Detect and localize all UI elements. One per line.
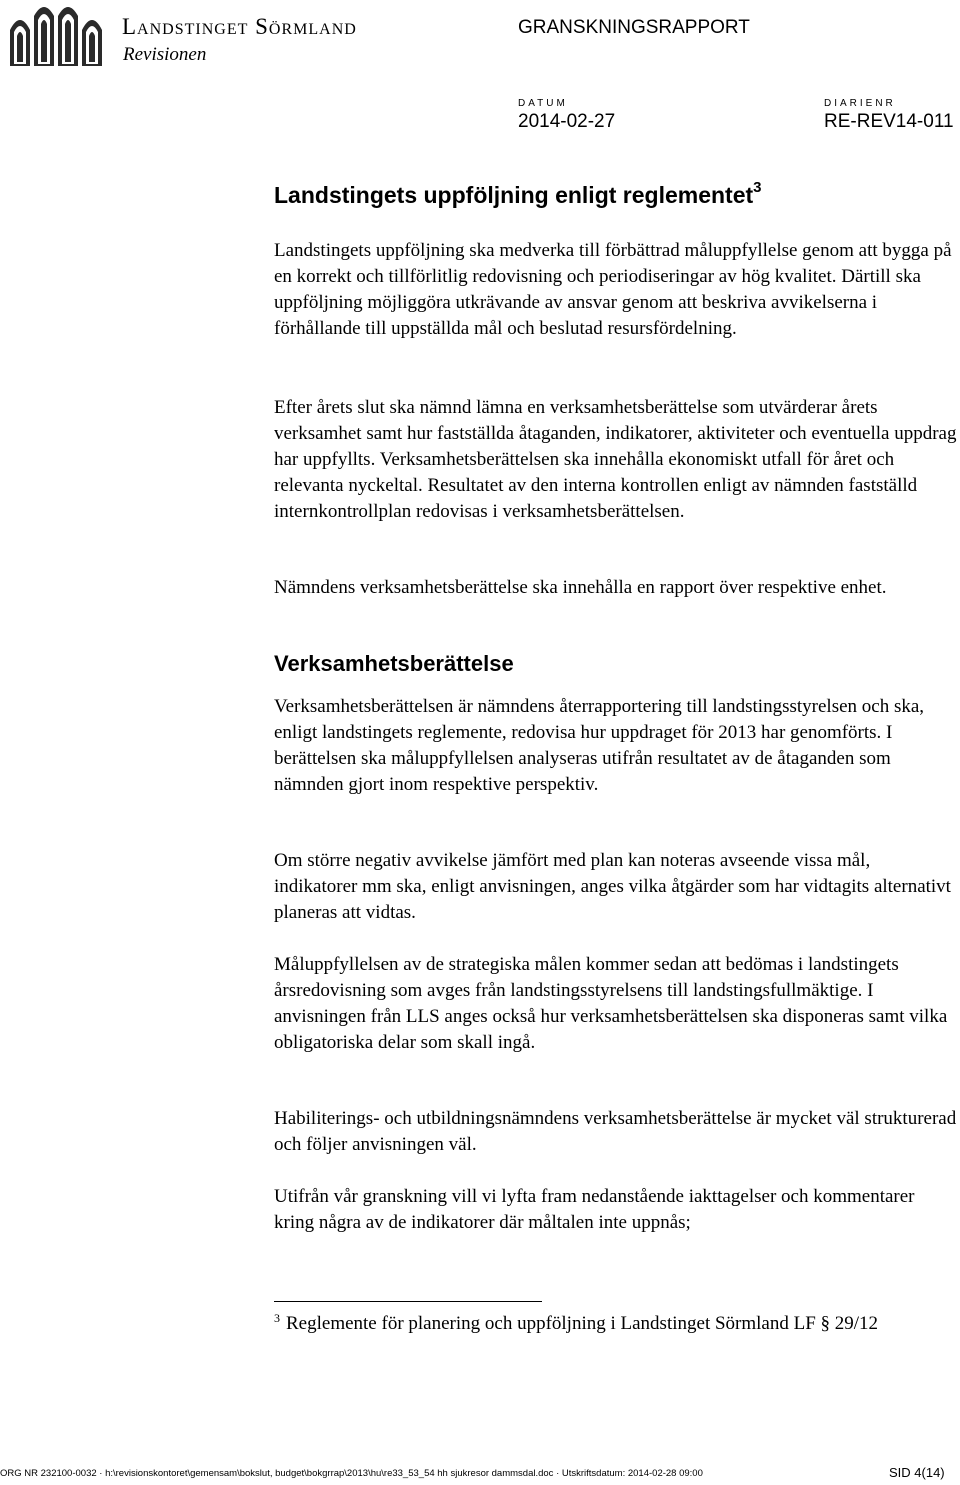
paragraph: Verksamhetsberättelsen är nämndens återrapportering till landstingsstyrelsen och ska, enligt landstingets reglemente, redovisa hur uppdraget för 2013 har genomförts. I berättelsen ska måluppfyllelsen analyseras utifrån resultatet av de åtaganden som nämnden gjort inom respektive perspektiv. <box>274 696 925 795</box>
page-number: SID 4(14) <box>889 1465 945 1480</box>
footnote-divider <box>274 1301 542 1302</box>
paragraph: Måluppfyllelsen av de strategiska målen kommer sedan att bedömas i landstingets årsredovisning som avges från landstingsstyrelsens till landstingsfullmäktige. I anvisningen från LLS anges också hur verksamhetsberättelsen ska disponeras samt vilka obligatoriska delar som skall ingå. <box>274 954 948 1053</box>
paragraph: Nämndens verksamhetsberättelse ska innehålla en rapport över respektive enhet. <box>274 577 887 598</box>
paragraph: Utifrån vår granskning vill vi lyfta fram nedanstående iakttagelser och kommentarer kring några av de indikatorer där måltalen inte uppnås; <box>274 1186 915 1233</box>
date-value: 2014-02-27 <box>518 111 616 132</box>
heading-text: Landstingets uppföljning enligt reglementet <box>274 182 754 208</box>
paragraph: Efter årets slut ska nämnd lämna en verksamhetsberättelse som utvärderar årets verksamhet samt hur fastställda åtaganden, indikatorer, aktiviteter och eventuella uppdrag har uppfyllts. Verksamhetsberättelsen ska innehålla ekonomiskt utfall för året och relevanta nyckeltal. Resultatet av den interna kontrollen enligt av nämnden fastställd internkontrollplan redovisas i verksamhetsberättelsen. <box>274 397 957 522</box>
footnote-ref[interactable]: 3 <box>753 179 762 196</box>
footnote-text: Reglemente för planering och uppföljning i Landstinget Sörmland LF § 29/12 <box>286 1313 879 1334</box>
section-heading-verksamhetsberattelse: Verksamhetsberättelse <box>274 651 514 676</box>
diarienr-label: DIARIENR <box>824 98 896 109</box>
footer-file-info: ORG NR 232100-0032 · h:\revisionskontoret\gemensam\bokslut, budget\bokgrrap\2013\hu\re33_53_54 hh sjukresor dammsdal.doc · Utskriftsdatum: 2014-02-28 09:00 <box>0 1468 703 1479</box>
logo-icon <box>6 6 108 68</box>
diarienr-value: RE-REV14-011 <box>824 111 954 132</box>
date-label: DATUM <box>518 98 568 109</box>
organization-name: Landstinget Sörmland <box>122 14 357 39</box>
paragraph: Habiliterings- och utbildningsnämndens verksamhetsberättelse är mycket väl strukturerad och följer anvisningen väl. <box>274 1108 957 1155</box>
footnote <box>274 1313 878 1335</box>
report-type: GRANSKNINGSRAPPORT <box>518 17 750 38</box>
paragraph: Landstingets uppföljning ska medverka till förbättrad måluppfyllelse genom att bygga på en korrekt och tillförlitlig redovisning och periodiseringar av hög kvalitet. Därtill ska uppföljning möjliggöra utkrävande av ansvar genom att beskriva avvikelserna i förhållande till uppställda mål och beslutad resursfördelning. <box>274 240 952 339</box>
footnote-number: 3 <box>274 1311 280 1325</box>
section-heading-uppfoljning <box>274 179 762 209</box>
paragraph: Om större negativ avvikelse jämfört med plan kan noteras avseende vissa mål, indikatorer mm ska, enligt anvisningen, anges vilka åtgärder som har vidtagits alternativt planeras att vidtas. <box>274 850 951 923</box>
organization-subtitle: Revisionen <box>123 44 207 65</box>
